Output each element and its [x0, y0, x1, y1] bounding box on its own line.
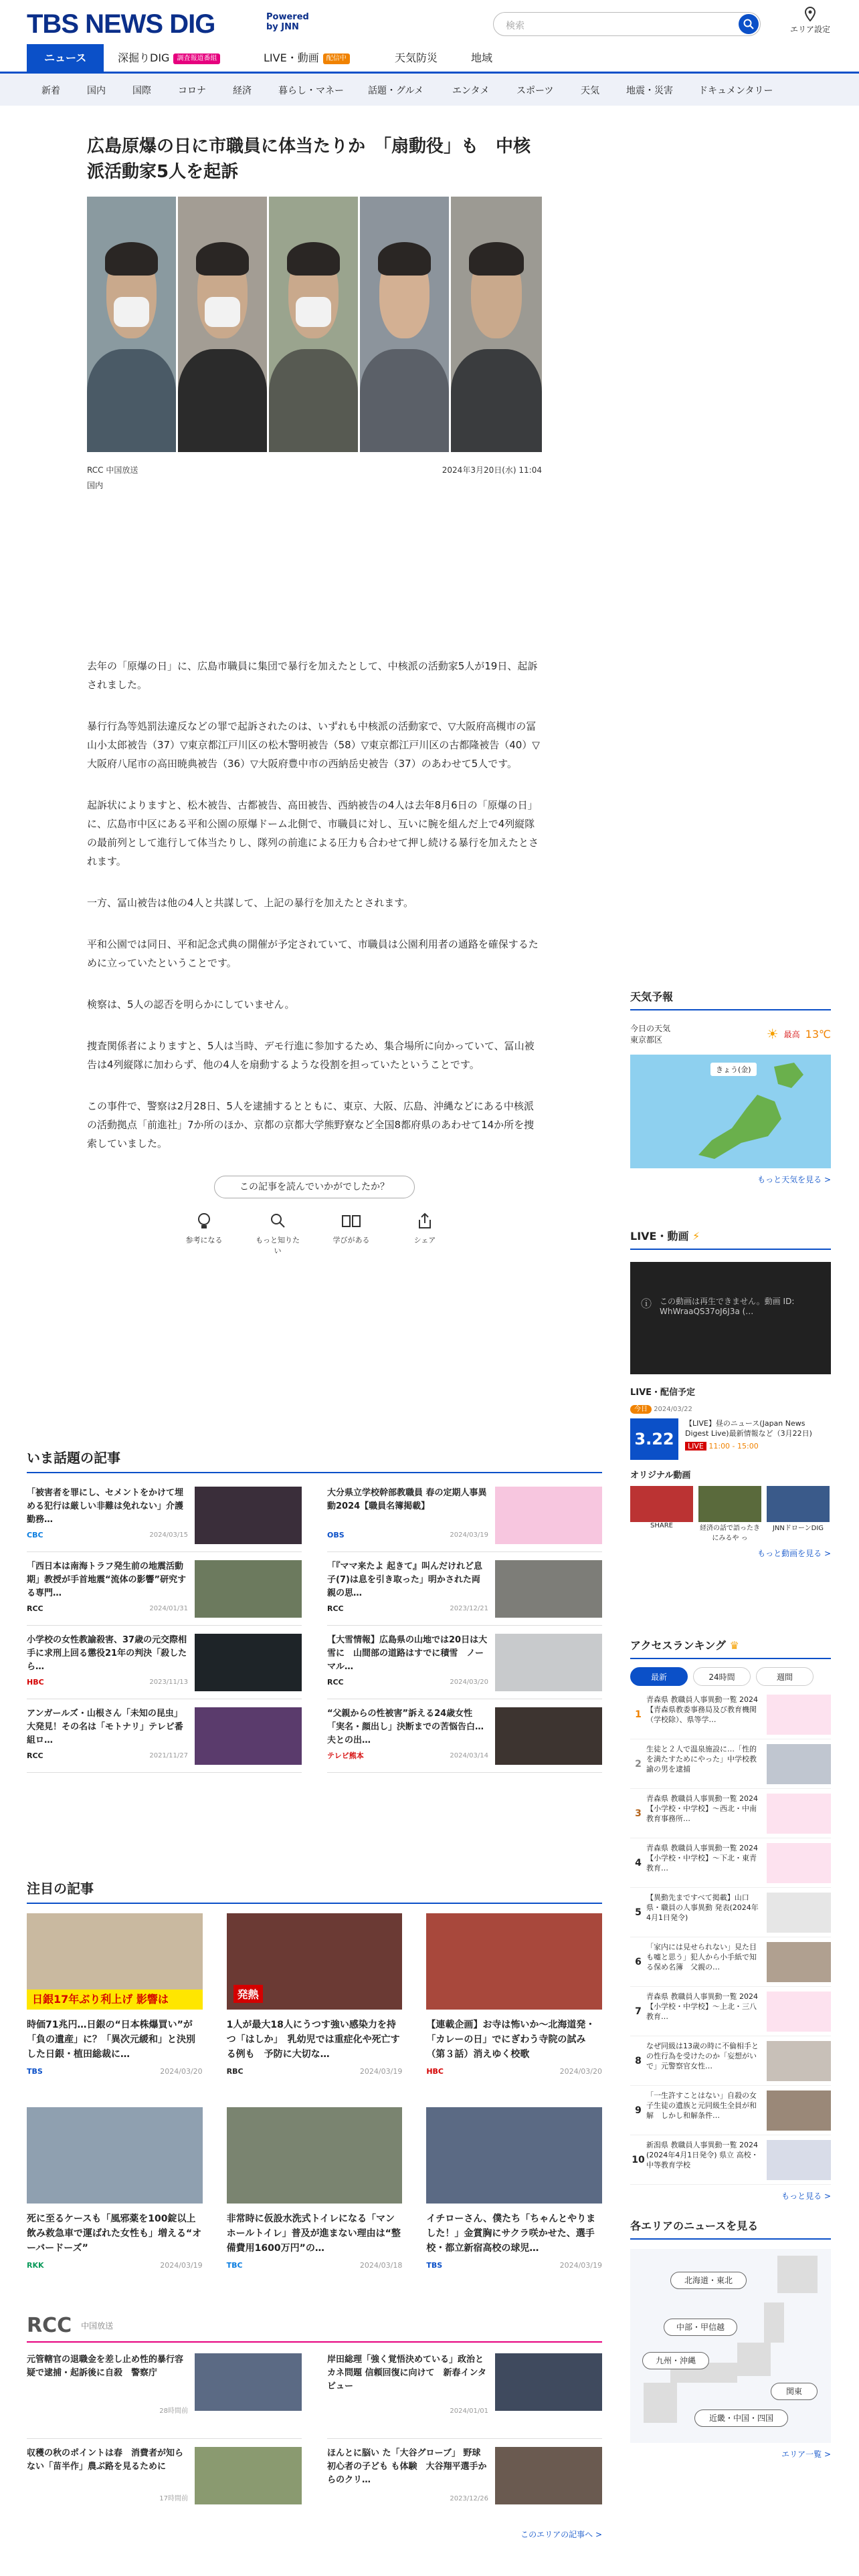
location-pin-icon	[804, 7, 816, 21]
ad-space	[87, 491, 542, 657]
list-item[interactable]: 【大雪情報】広島県の山地では20日は大雪に 山間部の道路はすでに積雪 ノーマル… RCC 2024/03/20	[327, 1626, 602, 1699]
list-item[interactable]: 収穫の秋のポイントは春 消費者が知らない「苗半作」農ぶ路を見るために 17時間前	[27, 2439, 302, 2526]
featured-title: 注目の記事	[27, 1878, 602, 1904]
rcc-section	[27, 2314, 602, 2540]
list-item[interactable]: 元管轄官の退職金を差し止め性的暴行容疑で逮捕・起訴後に自殺 警察庁 28時間前	[27, 2345, 302, 2439]
search-placeholder: 検索	[506, 21, 524, 31]
ranking-widget	[630, 1637, 831, 2202]
card[interactable]: 発熱 1人が最大18人にうつす強い感染力を持つ「はしか」 乳幼児では重症化や死亡する例も 予防に大切な… RBC 2024/03/19	[227, 1913, 403, 2107]
list-item[interactable]: 岸田総理「強く覚悟決めている」政治とカネ問題 信頼回復に向けて 新春インタビュー 2024/01/01	[327, 2345, 602, 2439]
ranking-item[interactable]: 10 新潟県 教職員人事異動一覧 2024 (2024年4月1日発令) 県立 高校・中等教育学校	[630, 2135, 831, 2185]
weather-title: 天気予報	[630, 988, 831, 1010]
snav-item[interactable]: 国内	[87, 86, 106, 96]
site-logo[interactable]: TBS NEWS DIG	[27, 9, 215, 39]
gnav-weather[interactable]: 天気防災	[395, 51, 438, 64]
powered-by-jnn: Powered by JNN	[266, 12, 309, 32]
crown-icon: ♛	[726, 1639, 739, 1652]
reaction-share[interactable]: シェア	[401, 1212, 448, 1256]
snav-item[interactable]: 天気	[581, 86, 599, 96]
live-title: LIVE・動画 ⚡	[630, 1228, 831, 1250]
article	[87, 134, 542, 1256]
ranking-item[interactable]: 1 青森県 教職員人事異動一覧 2024【青森県教委事務局及び教育機関（学校除）、県等学…	[630, 1690, 831, 1739]
paragraph: 捜査関係者によりますと、5人は当時、デモ行進に参加するため、集合場所に向かっていて、冨山被告は4列縦隊に加わらず、他の4人を扇動するような役割を担っていたということです。	[87, 1040, 535, 1071]
list-item[interactable]: 小学校の女性教諭殺害、37歳の元交際相手に求刑上回る懲役21年の判決「殺したら… HBC 2023/11/13	[27, 1626, 302, 1699]
trending-title: いま話題の記事	[27, 1447, 602, 1473]
site-header	[0, 0, 859, 44]
gnav-dig[interactable]: 深掘りDIG 調査報道番組	[118, 44, 220, 72]
read-question: この記事を読んでいかがでしたか？	[214, 1176, 415, 1198]
trending-section	[27, 1447, 602, 1773]
ranking-item[interactable]: 2 生徒と２人で温泉施設に…「性的を満たすためにやった」中学校教諭の男を逮捕	[630, 1739, 831, 1789]
original-video[interactable]: 経済の話で語ったきにみるや っ	[698, 1486, 761, 1542]
paragraph: 暴行行為等処罰法違反などの罪で起訴されたのは、いずれも中核派の活動家で、▽大阪府高槻市の冨山小太郎被告（37）▽東京都江戸川区の松木警明被告（58）▽東京都江戸川区の古都隆被告（40）▽大阪府八尾市の高田暁典被告（36）▽大阪府豊中市の西納岳史被告（37）のあわせて5人です。	[87, 720, 540, 770]
article-category[interactable]: 国内	[87, 481, 104, 490]
area-setting[interactable]: エリア設定	[787, 7, 834, 35]
gnav-region[interactable]: 地域	[471, 51, 493, 64]
card[interactable]: 非常時に仮設水洗式トイレになる「マンホールトイレ」普及が進まない理由は“整備費用1600万円”の… TBC 2024/03/18	[227, 2107, 403, 2301]
card[interactable]: 死に至るケースも「風邪薬を100錠以上飲み救急車で運ばれた女性も」増える“オーバードーズ” RKK 2024/03/19	[27, 2107, 203, 2301]
list-item[interactable]: 「被害者を罪にし、セメントをかけて埋める犯行は厳しい非難は免れない」介護勤務… CBC 2024/03/15	[27, 1479, 302, 1552]
weather-map[interactable]: きょう(金)	[630, 1055, 831, 1168]
snav-item[interactable]: 暮らし・マネー	[278, 86, 344, 96]
video-more-link[interactable]: もっと動画を見る >	[757, 1549, 831, 1558]
snav-item[interactable]: 新着	[41, 86, 60, 96]
area-kinki[interactable]: 近畿・中国・四国	[694, 2409, 788, 2427]
snav-item[interactable]: 地震・災害	[626, 86, 673, 96]
original-video[interactable]: JNNドローンDIG	[767, 1486, 830, 1542]
article-title: 広島原爆の日に市職員に体当たりか 「扇動役」も 中核派活動家5人を起訴	[87, 136, 531, 182]
ranking-title: アクセスランキング ♛	[630, 1637, 831, 1659]
live-schedule-item[interactable]: 3.22 【LIVE】昼のニュース(Japan News Digest Live)最新情報など（3月22日) LIVE 11:00 - 15:00	[630, 1418, 831, 1460]
live-widget: LIVE・動画 ⚡ ⓘ この動画は再生できません。動画 ID: WhWraaQS37oJ6J3a (… LIVE・配信予定 今日 2024/03/22 3.22 【LIVE】昼のニュース(Japan News Digest Live)最新情報など（3月22日) LIVE 11:00 - 15:00 オリジナル動画 SHARE 経済の話で語ったきにみるや っ JNNドローンDIG もっと動画を見る >	[630, 1228, 831, 1559]
list-item[interactable]: “父親からの性被害”訴える24歳女性「実名・顔出し」決断までの苦悩告白…夫との出… テレビ熊本 2024/03/14	[327, 1699, 602, 1773]
lightning-icon: ⚡	[688, 1230, 700, 1243]
list-item[interactable]: アンガールズ・山根さん「未知の昆虫」大発見！その名は「モトナリ」テレビ番組ロ… RCC 2021/11/27	[27, 1699, 302, 1773]
snav-item[interactable]: エンタメ	[452, 86, 490, 96]
area-title: 各エリアのニュースを見る	[630, 2218, 831, 2240]
area-hokkaido-tohoku[interactable]: 北海道・東北	[670, 2272, 747, 2289]
list-item[interactable]: 大分県立学校幹部教職員 春の定期人事異動2024【職員名簿掲載】 OBS 2024/03/19	[327, 1479, 602, 1552]
book-icon	[341, 1212, 361, 1230]
paragraph: 去年の「原爆の日」に、広島市職員に集団で暴行を加えたとして、中核派の活動家5人が19日、起訴されました。	[87, 660, 538, 691]
list-item[interactable]: ほんとに脳い た「大谷グローブ」 野球初心者の子ども も体験 大谷翔平選手からのクリ… 2023/12/26	[327, 2439, 602, 2526]
tab-24h[interactable]: 24時間	[693, 1667, 751, 1686]
gnav-news[interactable]: ニュース	[27, 44, 104, 72]
tab-weekly[interactable]: 週間	[756, 1667, 814, 1686]
live-badge: 配信中	[323, 53, 350, 64]
weather-region: 東京都区	[630, 1035, 663, 1045]
reaction-know-more[interactable]: もっと知りたい	[254, 1212, 301, 1256]
high-temp: 13℃	[805, 1027, 831, 1041]
global-nav	[0, 44, 859, 74]
list-item[interactable]: 「『ママ来たよ 起きて』叫んだけれど息子(7)は息を引き取った」明かされた両親の思… RCC 2023/12/21	[327, 1552, 602, 1626]
rcc-name: 中国放送	[81, 2321, 114, 2331]
area-kanto[interactable]: 関東	[771, 2383, 818, 2400]
rcc-logo[interactable]: RCC	[27, 2314, 72, 2337]
area-more-link[interactable]: エリア一覧 >	[781, 2450, 831, 2459]
article-source[interactable]: RCC 中国放送	[87, 465, 138, 475]
snav-item[interactable]: 国際	[132, 86, 151, 96]
featured-section	[27, 1878, 602, 2301]
reaction-learned[interactable]: 学びがある	[328, 1212, 375, 1256]
dig-badge: 調査報道番組	[173, 53, 220, 64]
ranking-item[interactable]: 9 「一生許すことはない」自殺の女子生徒の遺族と元同級生全員が和解 しかし和解条件…	[630, 2086, 831, 2135]
video-player[interactable]: ⓘ この動画は再生できません。動画 ID: WhWraaQS37oJ6J3a (…	[630, 1262, 831, 1374]
sub-nav	[0, 74, 859, 106]
list-item[interactable]: 「西日本は南海トラフ発生前の地震活動期」教授が手首地震“流体の影響”研究する専門… RCC 2024/01/31	[27, 1552, 302, 1626]
gnav-live[interactable]: LIVE・動画 配信中	[264, 44, 350, 72]
ranking-more-link[interactable]: もっと見る >	[781, 2191, 831, 2201]
paragraph: この事件で、警察は2月28日、5人を逮捕するとともに、東京、大阪、広島、沖縄などにある中核派の活動拠点「前進社」7か所のほか、京都の京都大学熊野寮など全国8都府県のあわせて14か所を捜索していました。	[87, 1100, 535, 1150]
warning-icon: ⓘ	[641, 1297, 652, 1310]
search-input[interactable]	[493, 12, 761, 36]
weather-widget: 天気予報 今日の天気 東京都区 ☀ 最高 13℃ きょう(金) もっと天気を見る >	[630, 988, 831, 1185]
card[interactable]: イチローさん、僕たち「ちゃんとやりました！」金賞胸にサクラ咲かせた、選手校・都立新宿高校の球児… TBS 2024/03/19	[426, 2107, 602, 2301]
article-photo	[87, 197, 542, 452]
paragraph: 一方、冨山被告は他の4人と共謀して、上記の暴行を加えたとされます。	[87, 897, 414, 909]
snav-item[interactable]: スポーツ	[516, 86, 554, 96]
ranking-item[interactable]: 8 なぜ同級は13歳の時に不倫相手との性行為を受けたのか「妄想がいで」元警察官女性…	[630, 2036, 831, 2086]
paragraph: 検察は、5人の認否を明らかにしていません。	[87, 998, 295, 1010]
snav-item[interactable]: コロナ	[178, 86, 206, 96]
magnifier-icon	[269, 1212, 286, 1230]
snav-item[interactable]: ドキュメンタリー	[698, 86, 773, 96]
paragraph: 平和公園では同日、平和記念式典の開催が予定されていて、市職員は公園利用者の通路を確保するために立っていたということです。	[87, 938, 539, 969]
ranking-item[interactable]: 7 青森県 教職員人事異動一覧 2024【小学校・中学校】～上北・三八教育…	[630, 1987, 831, 2036]
paragraph: 起訴状によりますと、松木被告、古都被告、高田被告、西納被告の4人は去年8月6日の「原爆の日」に、広島市中区にある平和公園の原爆ドーム北側で、市職員に対し、互いに腕を組んだ上で4列縦隊の最前列として進行して体当たりし、隊列の前進による圧力も合わせて押し続ける暴行を加えたとされます。	[87, 799, 539, 867]
live-schedule-title: LIVE・配信予定	[630, 1388, 696, 1398]
article-body	[87, 657, 542, 1153]
ranking-item[interactable]: 3 青森県 教職員人事異動一覧 2024【小学校・中学校】～西北・中南教育事務所…	[630, 1789, 831, 1838]
rcc-more-link[interactable]: このエリアの記事へ >	[520, 2530, 602, 2539]
ranking-item[interactable]: 5 【異動先まですべて掲載】山口県・職員の人事異動 発表(2024年4月1日発令)	[630, 1888, 831, 1937]
reaction-bar	[87, 1212, 542, 1256]
ranking-item[interactable]: 6 「家内には見せられない」見た目も嘘と思う」犯人から小手紙で知る保め名簿 父親の…	[630, 1937, 831, 1987]
weather-more-link[interactable]: もっと天気を見る >	[757, 1175, 831, 1184]
snav-item[interactable]: 経済	[233, 86, 252, 96]
article-date: 2024年3月20日(水) 11:04	[442, 465, 542, 475]
original-video-title: オリジナル動画	[630, 1471, 691, 1481]
search-icon[interactable]	[739, 14, 759, 34]
card[interactable]: 日銀17年ぶり利上げ 影響は 時価71兆円…日銀の“日本株爆買い”が「負の遺産」に？「異次元緩和」と決別した日銀・植田総裁に… TBS 2024/03/20	[27, 1913, 203, 2107]
area-widget	[630, 2218, 831, 2460]
tab-latest[interactable]: 最新	[630, 1667, 688, 1686]
area-kyushu-okinawa[interactable]: 九州・沖縄	[642, 2352, 709, 2369]
lightbulb-icon	[195, 1212, 213, 1230]
reaction-helpful[interactable]: 参考になる	[181, 1212, 227, 1256]
share-icon	[416, 1212, 434, 1230]
area-map	[630, 2249, 831, 2443]
ranking-item[interactable]: 4 青森県 教職員人事異動一覧 2024【小学校・中学校】～下北・東青教育…	[630, 1838, 831, 1888]
snav-item[interactable]: 話題・グルメ	[368, 86, 424, 96]
sun-icon: ☀	[766, 1026, 779, 1042]
card[interactable]: 【連載企画】お寺は怖いか～北海道発・「カレーの日」でにぎわう寺院の試み（第３話）消えゆく校歌 HBC 2024/03/20	[426, 1913, 602, 2107]
original-video[interactable]: SHARE	[630, 1486, 693, 1542]
area-chubu[interactable]: 中部・甲信越	[664, 2319, 737, 2336]
weather-today: 今日の天気	[630, 1024, 671, 1033]
article-meta	[87, 464, 542, 475]
